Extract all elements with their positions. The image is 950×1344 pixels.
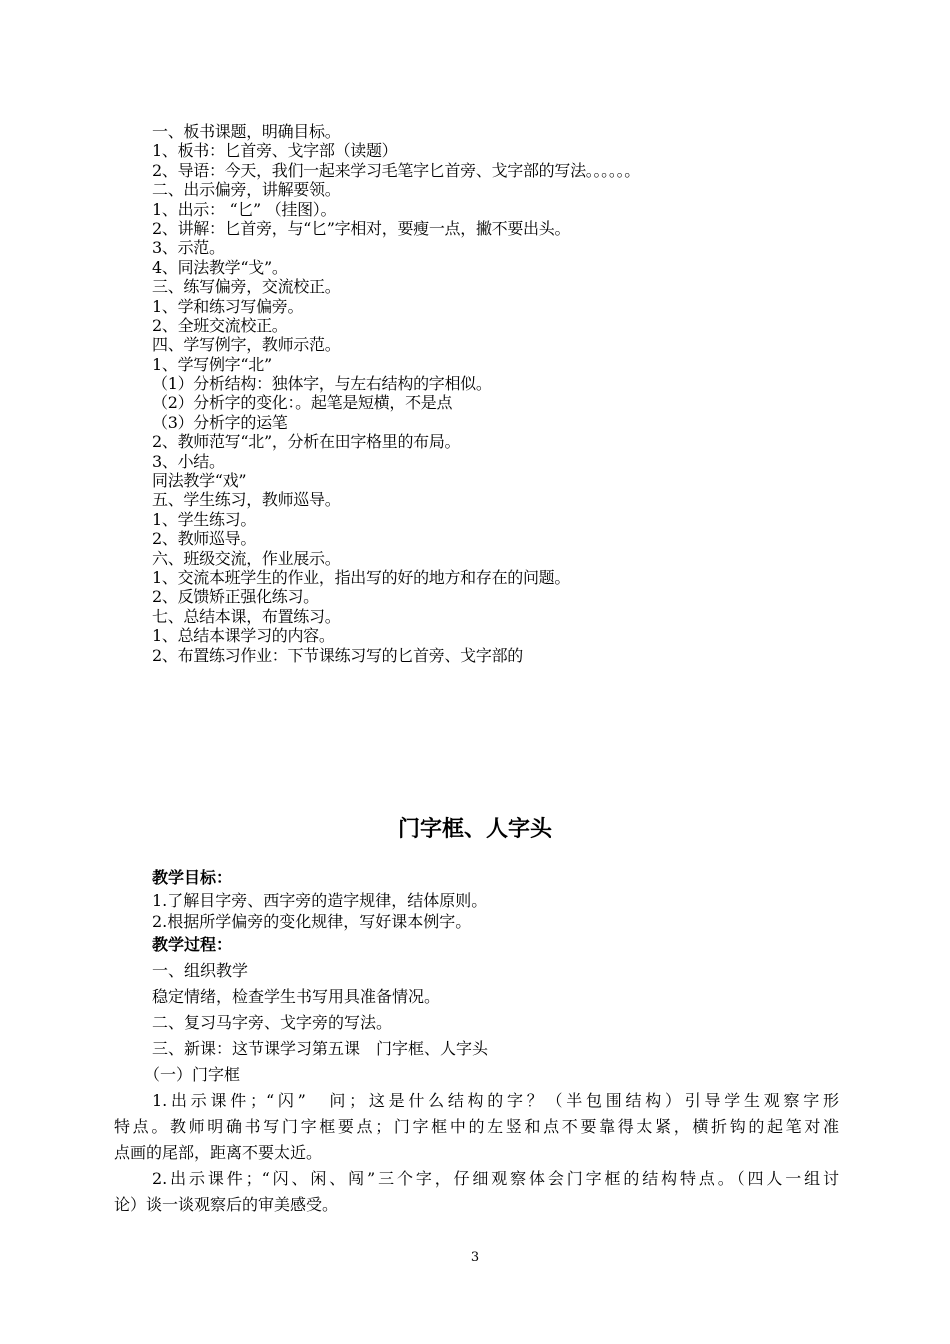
lesson-plan-part-one: [152, 122, 852, 665]
text-line: （2）分析字的变化：。起笔是短横，不是点: [152, 393, 453, 413]
text-line: 七、总结本课，布置练习。: [152, 606, 341, 626]
text-line: 2、全班交流校正。: [152, 315, 288, 335]
text-line: 1、学写例字“北”: [152, 354, 272, 374]
paragraph-line: 2.出示课件；“闪、闲、闯”三个字，仔细观察体会门字框的结构特点。（四人一组讨: [152, 1168, 839, 1188]
goal-item: 2.根据所学偏旁的变化规律，写好课本例字。: [152, 911, 472, 931]
paragraph-1: [114, 1088, 839, 1166]
paragraph-line: 点画的尾部，距离不要太近。: [114, 1142, 323, 1162]
text-line: 六、班级交流，作业展示。: [152, 548, 341, 568]
lesson-title: 门字框、人字头: [397, 817, 552, 842]
paragraph-line: 特点。教师明确书写门字框要点；门字框中的左竖和点不要靠得太紧，横折钩的起笔对准: [114, 1116, 839, 1136]
text-line: 2、布置练习作业：下节课练习写的匕首旁、戈字部的: [152, 645, 523, 665]
text-line: 一、板书课题，明确目标。: [152, 122, 341, 141]
text-line: 同法教学“戏”: [152, 471, 247, 491]
step-heading: 一、组织教学: [152, 960, 249, 980]
text-line: 五、学生练习，教师巡导。: [152, 490, 341, 510]
step-text: 稳定情绪，检查学生书写用具准备情况。: [152, 986, 441, 1006]
goal-item: 1.了解目字旁、西字旁的造字规律，结体原则。: [152, 890, 488, 910]
text-line: 1、学生练习。: [152, 509, 257, 529]
text-line: 1、出示： “匕” （挂图）。: [152, 199, 337, 219]
text-line: （1）分析结构：独体字，与左右结构的字相似。: [152, 374, 492, 394]
text-line: 3、示范。: [152, 238, 225, 258]
text-line: 3、小结。: [152, 451, 225, 471]
text-line: 1、学和练习写偏旁。: [152, 296, 304, 316]
step-heading: 三、新课：这节课学习第五课 门字框、人字头: [152, 1038, 489, 1058]
process-heading: 教学过程：: [152, 934, 233, 954]
paragraph-line: 1.出示课件；“闪” 问；这是什么结构的字？（半包围结构）引导学生观察字形: [152, 1090, 839, 1110]
page-number: 3: [470, 1250, 480, 1265]
text-line: 2、反馈矫正强化练习。: [152, 587, 319, 607]
paragraph-line: 论）谈一谈观察后的审美感受。: [114, 1194, 339, 1214]
text-line: 三、练写偏旁，交流校正。: [152, 277, 341, 297]
step-heading: 二、复习马字旁、戈字旁的写法。: [152, 1012, 393, 1032]
sub-heading: （一）门字框: [144, 1064, 241, 1084]
text-line: 2、讲解：匕首旁，与“匕”字相对，要瘦一点，撇不要出头。: [152, 218, 571, 238]
goals-heading: 教学目标：: [152, 868, 233, 887]
text-line: 二、出示偏旁，讲解要领。: [152, 180, 341, 200]
text-line: 1、交流本班学生的作业，指出写的好的地方和存在的问题。: [152, 567, 571, 587]
text-line: 1、板书：匕首旁、戈字部（读题）: [152, 141, 398, 161]
text-line: 1、总结本课学习的内容。: [152, 626, 335, 646]
paragraph-2: [114, 1166, 839, 1218]
text-line: （3）分析字的运笔: [152, 412, 288, 432]
text-line: 4、同法教学“戈”。: [152, 257, 288, 277]
text-line: 2、导语：今天，我们一起来学习毛笔字匕首旁、戈字部的写法。。。。。。: [152, 160, 640, 180]
text-line: 2、教师巡导。: [152, 529, 257, 549]
text-line: 2、教师范写“北”，分析在田字格里的布局。: [152, 432, 461, 452]
text-line: 四、学写例字，教师示范。: [152, 335, 341, 355]
lesson-plan-part-two: [114, 866, 839, 1218]
